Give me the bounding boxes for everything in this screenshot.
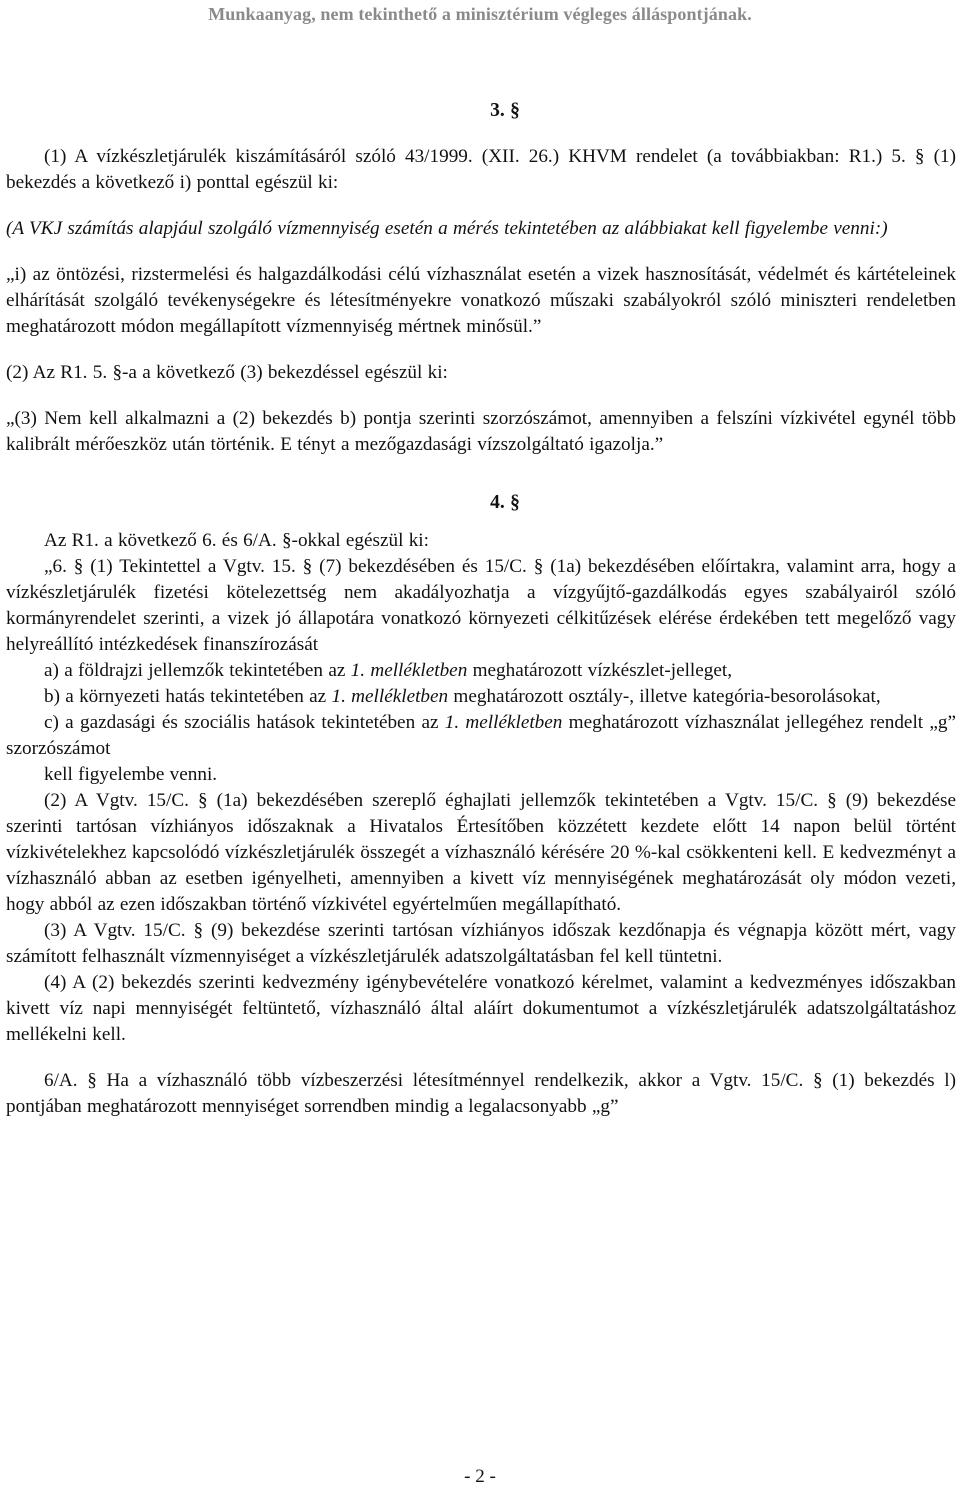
document-body [6, 98, 956, 1120]
section-3-paragraph-1: (1) A vízkészletjárulék kiszámításáról szóló 43/1999. (XII. 26.) KHVM rendelet (a továbbiakban: R1.) 5. § (1) bekezdés a következő i) ponttal egészül ki: [6, 146, 956, 193]
page-header: Munkaanyag, nem tekinthető a minisztérium végleges álláspontjának. [208, 4, 752, 24]
section-3-paragraph-4: (2) Az R1. 5. §-a a következő (3) bekezdéssel egészül ki: [6, 362, 448, 383]
section-4-paragraph-4: (4) A (2) bekezdés szerinti kedvezmény igénybevételére vonatkozó kérelmet, valamint a kedvezményes időszakban kivett víz napi mennyiségét feltüntető, vízhasználó által aláírt dokumentumot a vízkészletjárulék adatszolgáltatáshoz mellékelni kell. [6, 972, 956, 1045]
section-3-paragraph-5: „(3) Nem kell alkalmazni a (2) bekezdés b) pontja szerinti szorzószámot, amennyiben a felszíni vízkivétel egynél több kalibrált mérőeszköz után történik. E tényt a mezőgazdasági vízszolgáltató igazolja.” [6, 408, 956, 455]
section-4-paragraph-3: (3) A Vgtv. 15/C. § (9) bekezdése szerinti tartósan vízhiányos időszak kezdőnapja és végnapja között mért, vagy számított felhasznált vízmennyiséget a vízkészletjárulék adatszolgáltatásban fel kell tüntetni. [6, 920, 956, 967]
section-4-item-c-end: kell figyelembe venni. [44, 764, 218, 785]
section-3-paragraph-3: „i) az öntözési, rizstermelési és halgazdálkodási célú vízhasználat esetén a vizek hasznosítását, védelmét és kártételeinek elhárítását szolgáló tevékenységekre és létesítményekre vonatkozó műszaki szabályokról szóló miniszteri rendeletben meghatározott módon megállapított vízmennyiség mértnek minősül.” [6, 264, 956, 337]
section-4-item-a: a) a földrajzi jellemzők tekintetében az 1. mellékletben meghatározott vízkészlet-jelleget, [44, 660, 733, 681]
section-4-paragraph-1: „6. § (1) Tekintettel a Vgtv. 15. § (7) bekezdésében és 15/C. § (1a) bekezdésében előírtakra, valamint arra, hogy a vízkészletjárulék fizetési kötelezettség nem akadályozhatja a vízgyűjtő-gazdálkodás egyes szabályairól szóló kormányrendelet szerinti, a vizek jó állapotára vonatkozó környezeti célkitűzések elérése érdekében tett megelőző vagy helyreállító intézkedések finanszírozását [6, 556, 956, 655]
page-number: - 2 - [464, 1466, 496, 1487]
section-3-paragraph-2: (A VKJ számítás alapjául szolgáló vízmennyiség esetén a mérés tekintetében az alábbiakat kell figyelembe venni:) [6, 218, 888, 239]
section-4-intro: Az R1. a következő 6. és 6/A. §-okkal egészül ki: [44, 530, 429, 551]
section-4-title: 4. § [490, 492, 520, 513]
section-4-item-c: c) a gazdasági és szociális hatások tekintetében az 1. mellékletben meghatározott vízhasználat jellegéhez rendelt „g” szorzószámot [6, 712, 957, 759]
section-4-paragraph-2: (2) A Vgtv. 15/C. § (1a) bekezdésében szereplő éghajlati jellemzők tekintetében a Vgtv. 15/C. § (9) bekezdése szerinti tartósan vízhiányos időszaknak a Hivatalos Értesítőben közzétett kezdete előtt 14 napon belül történt vízkivételekhez kapcsolódó vízkészletjárulék összegét a vízhasználó kérésére 20 %-kal csökkenteni kell. E kedvezményt a vízhasználó abban az esetben igényelheti, amennyiben a kivett víz mennyiségének meghatározását oly módon vezeti, hogy abból az ezen időszakban történő vízkivétel egyértelműen megállapítható. [6, 790, 956, 915]
section-3-title: 3. § [490, 100, 520, 121]
section-4-item-b: b) a környezeti hatás tekintetében az 1. mellékletben meghatározott osztály-, illetve kategória-besorolásokat, [44, 686, 881, 707]
section-4-paragraph-5: 6/A. § Ha a vízhasználó több vízbeszerzési létesítménnyel rendelkezik, akkor a Vgtv. 15/C. § (1) bekezdés l) pontjában meghatározott mennyiséget sorrendben mindig a legalacsonyabb „g” [6, 1070, 956, 1117]
